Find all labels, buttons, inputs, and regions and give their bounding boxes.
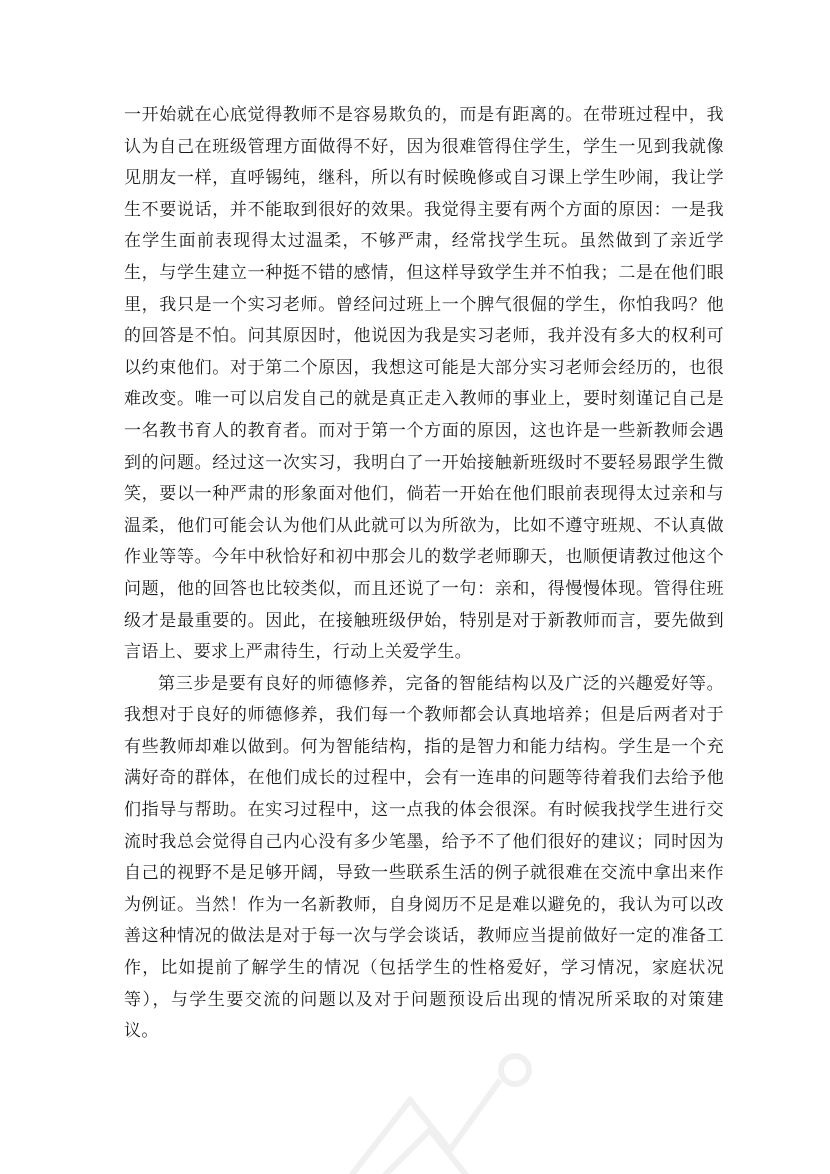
paragraph-2: 第三步是要有良好的师德修养，完备的智能结构以及广泛的兴趣爱好等。我想对于良好的师德修养，我们每一个教师都会认真地培养；但是后两者对于有些教师却难以做到。何为智能结构，指的是智力和能力结构。学生是一个充满好奇的群体，在他们成长的过程中，会有一连串的问题等待着我们去给予他们指导与帮助。在实习过程中，这一点我的体会很深。有时候我找学生进行交流时我总会觉得自己内心没有多少笔墨，给予不了他们很好的建议；同时因为自己的视野不是足够开阔，导致一些联系生活的例子就很难在交流中拿出来作为例证。当然！作为一名新教师，自身阅历不足是难以避免的，我认为可以改善这种情况的做法是对于每一次与学会谈话，教师应当提前做好一定的准备工作，比如提前了解学生的情况（包括学生的性格爱好，学习情况，家庭状况等），与学生要交流的问题以及对于问题预设后出现的情况所采取的对策建议。 <box>124 673 724 1042</box>
document-body <box>124 100 724 1048</box>
paragraph-1: 一开始就在心底觉得教师不是容易欺负的，而是有距离的。在带班过程中，我认为自己在班级管理方面做得不好，因为很难管得住学生，学生一见到我就像见朋友一样，直呼锡纯，继科，所以有时候晚修或自习课上学生吵闹，我让学生不要说话，并不能取到很好的效果。我觉得主要有两个方面的原因：一是我在学生面前表现得太过温柔，不够严肃，经常找学生玩。虽然做到了亲近学生，与学生建立一种挺不错的感情，但这样导致学生并不怕我；二是在他们眼里，我只是一个实习老师。曾经问过班上一个脾气很倔的学生，你怕我吗？他的回答是不怕。问其原因时，他说因为我是实习老师，我并没有多大的权利可以约束他们。对于第二个原因，我想这可能是大部分实习老师会经历的，也很难改变。唯一可以启发自己的就是真正走入教师的事业上，要时刻谨记自己是一名教书育人的教育者。而对于第一个方面的原因，这也许是一些新教师会遇到的问题。经过这一次实习，我明白了一开始接触新班级时不要轻易跟学生微笑，要以一种严肃的形象面对他们，倘若一开始在他们眼前表现得太过亲和与温柔，他们可能会认为他们从此就可以为所欲为，比如不遵守班规、不认真做作业等等。今年中秋恰好和初中那会儿的数学老师聊天，也顺便请教过他这个问题，他的回答也比较类似，而且还说了一句：亲和，得慢慢体现。管得住班级才是最重要的。因此，在接触班级伊始，特别是对于新教师而言，要先做到言语上、要求上严肃待生，行动上关爱学生。 <box>124 105 724 663</box>
watermark-icon <box>300 1040 560 1174</box>
